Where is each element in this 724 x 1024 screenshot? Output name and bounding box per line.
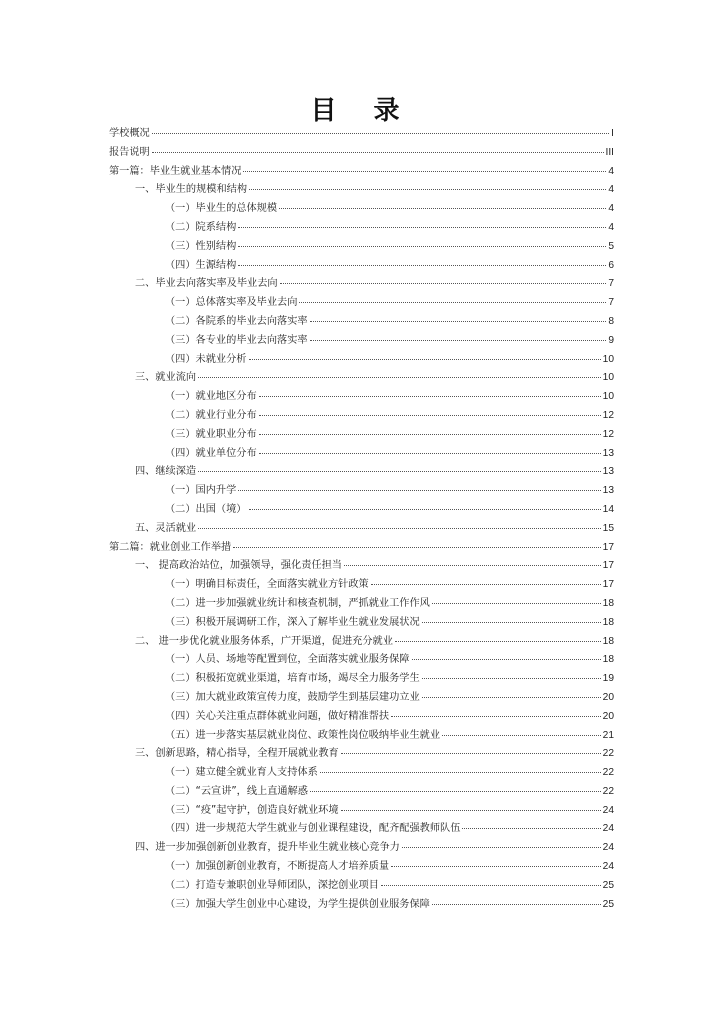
toc-entry-text: （三）性别结构 bbox=[165, 240, 237, 252]
toc-entry[interactable] bbox=[109, 708, 614, 727]
toc-dot-leader bbox=[238, 265, 606, 266]
toc-page-number: 24 bbox=[602, 861, 614, 873]
toc-entry-text: （二）出国（境） bbox=[165, 503, 247, 515]
toc-entry-text: （二）“云宣讲”，线上直通解惑 bbox=[165, 785, 308, 797]
toc-entry-text: （二）打造专兼职创业导师团队，深挖创业项目 bbox=[165, 879, 379, 891]
toc-page-number: 22 bbox=[602, 785, 614, 797]
toc-entry[interactable] bbox=[109, 820, 614, 839]
toc-entry[interactable] bbox=[109, 877, 614, 896]
toc-entry[interactable] bbox=[109, 332, 614, 351]
toc-dot-leader bbox=[238, 490, 600, 491]
toc-entry[interactable] bbox=[109, 764, 614, 783]
toc-entry-text: 学校概况 bbox=[109, 128, 150, 139]
toc-page-number: 17 bbox=[602, 560, 614, 572]
toc-page-number: 4 bbox=[608, 184, 614, 196]
toc-entry-text: （二）院系结构 bbox=[165, 221, 237, 233]
toc-dot-leader bbox=[391, 866, 601, 867]
toc-entry[interactable] bbox=[109, 163, 614, 182]
toc-entry[interactable] bbox=[109, 745, 614, 764]
toc-page-number: 4 bbox=[608, 203, 614, 215]
toc-entry-text: （一）毕业生的总体规模 bbox=[165, 203, 278, 215]
toc-entry-text: （三）各专业的毕业去向落实率 bbox=[165, 334, 308, 346]
toc-dot-leader bbox=[341, 753, 601, 754]
toc-page-number: 18 bbox=[602, 635, 614, 647]
toc-dot-leader bbox=[259, 396, 601, 397]
toc-page-number: 22 bbox=[602, 767, 614, 779]
toc-dot-leader bbox=[198, 377, 601, 378]
toc-entry-text: （一）总体落实率及毕业去向 bbox=[165, 297, 298, 309]
toc-page-number: 4 bbox=[608, 221, 614, 233]
toc-dot-leader bbox=[432, 904, 601, 905]
toc-page-number: 15 bbox=[602, 522, 614, 534]
toc-title: 目 录 bbox=[310, 96, 414, 126]
toc-dot-leader bbox=[310, 791, 601, 792]
toc-dot-leader bbox=[310, 340, 607, 341]
table-of-contents bbox=[109, 125, 614, 914]
toc-entry[interactable] bbox=[109, 257, 614, 276]
toc-entry-text: （二）积极拓宽就业渠道，培育市场，竭尽全力服务学生 bbox=[165, 673, 420, 685]
toc-entry[interactable] bbox=[109, 539, 614, 558]
toc-entry[interactable] bbox=[109, 369, 614, 388]
toc-page-number: 18 bbox=[602, 597, 614, 609]
toc-dot-leader bbox=[280, 283, 607, 284]
toc-entry[interactable] bbox=[109, 388, 614, 407]
toc-dot-leader bbox=[320, 772, 601, 773]
toc-dot-leader bbox=[152, 152, 604, 153]
toc-page-number: 7 bbox=[608, 297, 614, 309]
toc-entry[interactable] bbox=[109, 294, 614, 313]
toc-dot-leader bbox=[412, 659, 601, 660]
toc-dot-leader bbox=[249, 509, 601, 510]
toc-entry[interactable] bbox=[109, 520, 614, 539]
toc-dot-leader bbox=[198, 528, 601, 529]
toc-entry-text: （一）明确目标责任，全面落实就业方针政策 bbox=[165, 579, 369, 591]
toc-entry[interactable] bbox=[109, 181, 614, 200]
toc-dot-leader bbox=[152, 133, 609, 134]
toc-page-number: 8 bbox=[608, 315, 614, 327]
toc-dot-leader bbox=[310, 321, 607, 322]
toc-entry[interactable] bbox=[109, 651, 614, 670]
toc-page-number: 9 bbox=[608, 334, 614, 346]
toc-dot-leader bbox=[341, 810, 601, 811]
toc-entry-text: 三、创新思路，精心指导，全程开展就业教育 bbox=[135, 748, 339, 760]
toc-dot-leader bbox=[198, 471, 601, 472]
toc-entry-text: （四）生源结构 bbox=[165, 259, 237, 271]
toc-entry[interactable] bbox=[109, 839, 614, 858]
toc-dot-leader bbox=[238, 227, 606, 228]
toc-page-number: 24 bbox=[602, 842, 614, 854]
toc-entry-text: （三）加强大学生创业中心建设，为学生提供创业服务保障 bbox=[165, 898, 430, 910]
toc-page-number: 13 bbox=[602, 485, 614, 497]
toc-dot-leader bbox=[259, 434, 601, 435]
toc-page-number: 4 bbox=[608, 165, 614, 177]
toc-entry-text: （一）建立健全就业育人支持体系 bbox=[165, 767, 318, 779]
toc-page-number: 14 bbox=[602, 503, 614, 515]
toc-entry-text: （二）就业行业分布 bbox=[165, 409, 257, 421]
toc-entry-text: （三）就业职业分布 bbox=[165, 428, 257, 440]
toc-page-number: 13 bbox=[602, 447, 614, 459]
toc-entry[interactable] bbox=[109, 727, 614, 746]
toc-dot-leader bbox=[249, 359, 601, 360]
toc-entry[interactable] bbox=[109, 501, 614, 520]
toc-dot-leader bbox=[422, 678, 601, 679]
toc-dot-leader bbox=[391, 716, 601, 717]
toc-entry[interactable] bbox=[109, 595, 614, 614]
toc-entry-text: 二、毕业去向落实率及毕业去向 bbox=[135, 278, 278, 290]
toc-page-number: 6 bbox=[608, 259, 614, 271]
toc-entry[interactable] bbox=[109, 783, 614, 802]
toc-entry-text: 四、进一步加强创新创业教育，提升毕业生就业核心竞争力 bbox=[135, 842, 400, 854]
toc-entry-text: （一）加强创新创业教育，不断提高人才培养质量 bbox=[165, 861, 390, 873]
toc-entry[interactable] bbox=[109, 858, 614, 877]
toc-dot-leader bbox=[422, 697, 601, 698]
toc-page-number: 20 bbox=[602, 691, 614, 703]
toc-entry[interactable] bbox=[109, 426, 614, 445]
toc-page-number: 21 bbox=[602, 729, 614, 741]
toc-entry[interactable] bbox=[109, 144, 614, 163]
toc-entry-text: 四、继续深造 bbox=[135, 466, 197, 478]
toc-entry-text: （四）未就业分析 bbox=[165, 353, 247, 365]
toc-dot-leader bbox=[243, 171, 606, 172]
toc-entry[interactable] bbox=[109, 482, 614, 501]
toc-entry-text: （五）进一步落实基层就业岗位、政策性岗位吸纳毕业生就业 bbox=[165, 729, 441, 741]
toc-dot-leader bbox=[238, 246, 606, 247]
toc-page-number: 13 bbox=[602, 466, 614, 478]
toc-page-number: 24 bbox=[602, 823, 614, 835]
toc-page-number: 17 bbox=[602, 541, 614, 553]
toc-entry[interactable] bbox=[109, 407, 614, 426]
toc-entry-text: （四）就业单位分布 bbox=[165, 447, 257, 459]
toc-entry-text: （一）人员、场地等配置到位，全面落实就业服务保障 bbox=[165, 654, 410, 666]
toc-dot-leader bbox=[422, 622, 601, 623]
toc-dot-leader bbox=[432, 603, 601, 604]
toc-entry-text: 一、毕业生的规模和结构 bbox=[135, 184, 248, 196]
toc-entry[interactable] bbox=[109, 125, 614, 144]
toc-page-number: 17 bbox=[602, 579, 614, 591]
toc-page-number: 12 bbox=[602, 428, 614, 440]
toc-dot-leader bbox=[233, 547, 600, 548]
toc-entry[interactable] bbox=[109, 351, 614, 370]
toc-entry[interactable] bbox=[109, 689, 614, 708]
toc-entry-text: （二）进一步加强就业统计和核查机制，严抓就业工作作风 bbox=[165, 597, 430, 609]
toc-entry[interactable] bbox=[109, 275, 614, 294]
toc-page-number: 7 bbox=[608, 278, 614, 290]
toc-page-number: 19 bbox=[602, 673, 614, 685]
toc-page-number: 18 bbox=[602, 616, 614, 628]
toc-dot-leader bbox=[344, 565, 601, 566]
toc-entry[interactable] bbox=[109, 670, 614, 689]
toc-entry-text: （二）各院系的毕业去向落实率 bbox=[165, 315, 308, 327]
toc-dot-leader bbox=[259, 453, 601, 454]
toc-entry-text: 二、 进一步优化就业服务体系，广开渠道，促进充分就业 bbox=[135, 635, 393, 647]
toc-entry[interactable] bbox=[109, 614, 614, 633]
toc-dot-leader bbox=[279, 208, 606, 209]
toc-page-number: 22 bbox=[602, 748, 614, 760]
toc-entry-text: 五、灵活就业 bbox=[135, 522, 197, 534]
toc-dot-leader bbox=[249, 189, 606, 190]
toc-page-number: 10 bbox=[602, 391, 614, 403]
toc-dot-leader bbox=[259, 415, 601, 416]
toc-entry[interactable] bbox=[109, 576, 614, 595]
toc-dot-leader bbox=[371, 584, 601, 585]
toc-page-number: 10 bbox=[602, 353, 614, 365]
toc-dot-leader bbox=[395, 641, 601, 642]
toc-entry[interactable] bbox=[109, 238, 614, 257]
toc-page-number: 25 bbox=[602, 879, 614, 891]
toc-entry-text: 报告说明 bbox=[109, 146, 150, 158]
toc-dot-leader bbox=[381, 885, 601, 886]
toc-page-number: I bbox=[611, 128, 614, 139]
toc-dot-leader bbox=[402, 847, 601, 848]
toc-entry-text: （三）积极开展调研工作，深入了解毕业生就业发展状况 bbox=[165, 616, 420, 628]
toc-entry[interactable] bbox=[109, 896, 614, 915]
toc-page-number: 5 bbox=[608, 240, 614, 252]
toc-entry-text: 第一篇：毕业生就业基本情况 bbox=[109, 165, 242, 177]
toc-page-number: 18 bbox=[602, 654, 614, 666]
toc-entry[interactable] bbox=[109, 200, 614, 219]
toc-entry[interactable] bbox=[109, 463, 614, 482]
toc-page-number: 12 bbox=[602, 409, 614, 421]
toc-entry-text: （三）“疫”起守护，创造良好就业环境 bbox=[165, 804, 339, 816]
toc-entry-text: （一）就业地区分布 bbox=[165, 391, 257, 403]
toc-entry[interactable] bbox=[109, 445, 614, 464]
toc-page-number: III bbox=[605, 146, 614, 158]
toc-entry-text: （三）加大就业政策宣传力度，鼓励学生到基层建功立业 bbox=[165, 691, 420, 703]
toc-dot-leader bbox=[299, 302, 606, 303]
toc-entry[interactable] bbox=[109, 557, 614, 576]
toc-entry-text: 第二篇：就业创业工作举措 bbox=[109, 541, 232, 553]
toc-page-number: 25 bbox=[602, 898, 614, 910]
toc-page-number: 24 bbox=[602, 804, 614, 816]
toc-entry-text: （四）进一步规范大学生就业与创业课程建设，配齐配强教师队伍 bbox=[165, 823, 461, 835]
toc-page-number: 20 bbox=[602, 710, 614, 722]
toc-entry-text: 一、 提高政治站位，加强领导，强化责任担当 bbox=[135, 560, 342, 572]
toc-entry-text: （一）国内升学 bbox=[165, 485, 237, 497]
toc-entry[interactable] bbox=[109, 633, 614, 652]
toc-dot-leader bbox=[442, 735, 601, 736]
toc-entry[interactable] bbox=[109, 313, 614, 332]
toc-entry[interactable] bbox=[109, 219, 614, 238]
toc-entry-text: 三、就业流向 bbox=[135, 372, 197, 384]
toc-entry[interactable] bbox=[109, 802, 614, 821]
toc-entry-text: （四）关心关注重点群体就业问题，做好精准帮扶 bbox=[165, 710, 390, 722]
toc-dot-leader bbox=[462, 828, 600, 829]
toc-page-number: 10 bbox=[602, 372, 614, 384]
